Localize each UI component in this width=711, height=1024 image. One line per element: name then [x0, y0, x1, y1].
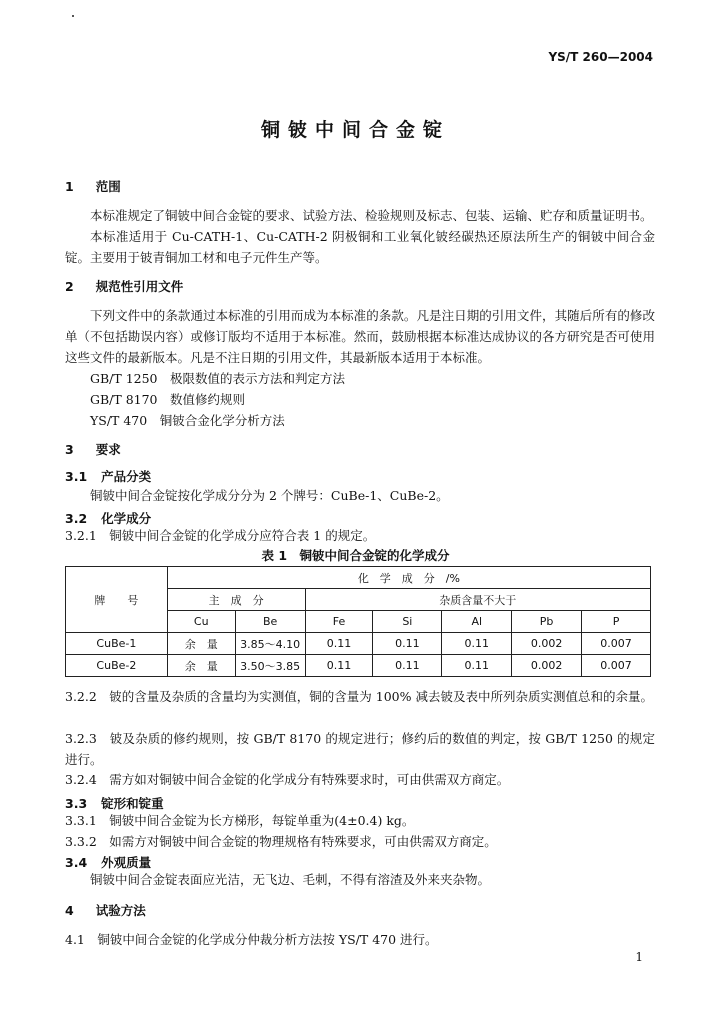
section-3-heading: [65, 440, 121, 458]
grade-cell: CuBe-1: [66, 633, 168, 655]
column-header: Fe: [305, 611, 373, 633]
sec3-4-text: 铜铍中间合金锭表面应光洁，无飞边、毛刺，不得有溶渣及外来夹杂物。: [90, 872, 491, 887]
clause-3-2-1: 3.2.1 铜铍中间合金锭的化学成分应符合表 1 的规定。: [65, 528, 376, 543]
table-row: [66, 633, 651, 655]
p-cell: 0.007: [582, 633, 651, 655]
subsection-title: 产品分类: [101, 469, 152, 484]
clause-3-2-4: 3.2.4 需方如对铜铍中间合金锭的化学成分有特殊要求时，可由供需双方商定。: [65, 772, 510, 787]
clause-3-2-3: 3.2.3 铍及杂质的修约规则，按 GB/T 8170 的规定进行；修约后的数值的判定，按 GB/T 1250 的规定进行。: [65, 731, 655, 767]
sec2-paragraph-1: 下列文件中的条款通过本标准的引用而成为本标准的条款。凡是注日期的引用文件，其随后所有的修改单（不包括勘误内容）或修订版均不适用于本标准。然而，鼓励根据本标准达成协议的各方研究是否可使用这些文件的最新版本。凡是不注日期的引用文件，其最新版本适用于本标准。: [65, 308, 655, 365]
subsection-number: 3.1: [65, 469, 88, 484]
document-title: 铜铍中间合金锭: [260, 119, 450, 141]
clause-4-1: 4.1 铜铍中间合金锭的化学成分仲裁分析方法按 YS/T 470 进行。: [65, 932, 438, 947]
si-cell: 0.11: [373, 633, 442, 655]
subsection-title: 外观质量: [101, 855, 152, 870]
impurity-header: 杂质含量不大于: [305, 589, 650, 611]
subsection-title: 锭形和锭重: [101, 796, 164, 811]
section-title: 范围: [95, 179, 121, 194]
section-title: 要求: [95, 442, 121, 457]
section-number: 4: [65, 903, 74, 918]
reference-item: YS/T 470 铜铍合金化学分析方法: [90, 413, 285, 428]
scan-speck: [72, 15, 74, 17]
be-cell: 3.85～4.10: [235, 633, 305, 655]
al-cell: 0.11: [442, 655, 512, 677]
sec3-1-text: 铜铍中间合金锭按化学成分分为 2 个牌号：CuBe-1、CuBe-2。: [90, 488, 449, 503]
sec1-paragraph-2: 本标准适用于 Cu-CATH-1、Cu-CATH-2 阴极铜和工业氧化铍经碳热还原法所生产的铜铍中间合金锭。主要用于铍青铜加工材和电子元件生产等。: [65, 229, 655, 265]
table-row: [66, 655, 651, 677]
reference-item: GB/T 8170 数值修约规则: [90, 392, 246, 407]
clause-3-2-2: 3.2.2 铍的含量及杂质的含量均为实测值，铜的含量为 100% 减去铍及表中所列杂质实测值总和的余量。: [65, 689, 653, 704]
section-title: 试验方法: [95, 903, 146, 918]
column-header: Be: [235, 611, 305, 633]
subsection-3-1-heading: [65, 467, 151, 485]
section-1-heading: [65, 177, 121, 195]
grade-cell: CuBe-2: [66, 655, 168, 677]
column-header: Pb: [512, 611, 582, 633]
section-title: 规范性引用文件: [95, 279, 184, 294]
chem-composition-header: 化 学 成 分 /%: [167, 567, 650, 589]
subsection-number: 3.4: [65, 855, 88, 870]
section-number: 1: [65, 179, 74, 194]
grade-header: 牌 号: [66, 567, 168, 633]
clause-3-3-1: 3.3.1 铜铍中间合金锭为长方梯形，每锭单重为(4±0.4) kg。: [65, 813, 415, 828]
sec1-paragraph-1: 本标准规定了铜铍中间合金锭的要求、试验方法、检验规则及标志、包装、运输、贮存和质量证明书。: [90, 208, 653, 223]
pb-cell: 0.002: [512, 633, 582, 655]
p-cell: 0.007: [582, 655, 651, 677]
chemical-composition-table: [65, 566, 651, 677]
section-number: 3: [65, 442, 74, 457]
subsection-number: 3.2: [65, 511, 88, 526]
subsection-number: 3.3: [65, 796, 88, 811]
si-cell: 0.11: [373, 655, 442, 677]
reference-item: GB/T 1250 极限数值的表示方法和判定方法: [90, 371, 346, 386]
main-component-header: 主 成 分: [167, 589, 305, 611]
fe-cell: 0.11: [305, 655, 373, 677]
cu-cell: 余 量: [167, 655, 235, 677]
section-2-heading: [65, 277, 183, 295]
column-header: Cu: [167, 611, 235, 633]
table-caption: 表 1 铜铍中间合金锭的化学成分: [261, 548, 450, 563]
fe-cell: 0.11: [305, 633, 373, 655]
be-cell: 3.50～3.85: [235, 655, 305, 677]
section-4-heading: [65, 901, 146, 919]
subsection-title: 化学成分: [101, 511, 152, 526]
column-header: P: [582, 611, 651, 633]
page-number: 1: [635, 950, 643, 964]
column-header: Si: [373, 611, 442, 633]
al-cell: 0.11: [442, 633, 512, 655]
clause-3-3-2: 3.3.2 如需方对铜铍中间合金锭的物理规格有特殊要求，可由供需双方商定。: [65, 834, 497, 849]
cu-cell: 余 量: [167, 633, 235, 655]
standard-number: YS/T 260—2004: [548, 50, 653, 64]
column-header: Al: [442, 611, 512, 633]
pb-cell: 0.002: [512, 655, 582, 677]
section-number: 2: [65, 279, 74, 294]
